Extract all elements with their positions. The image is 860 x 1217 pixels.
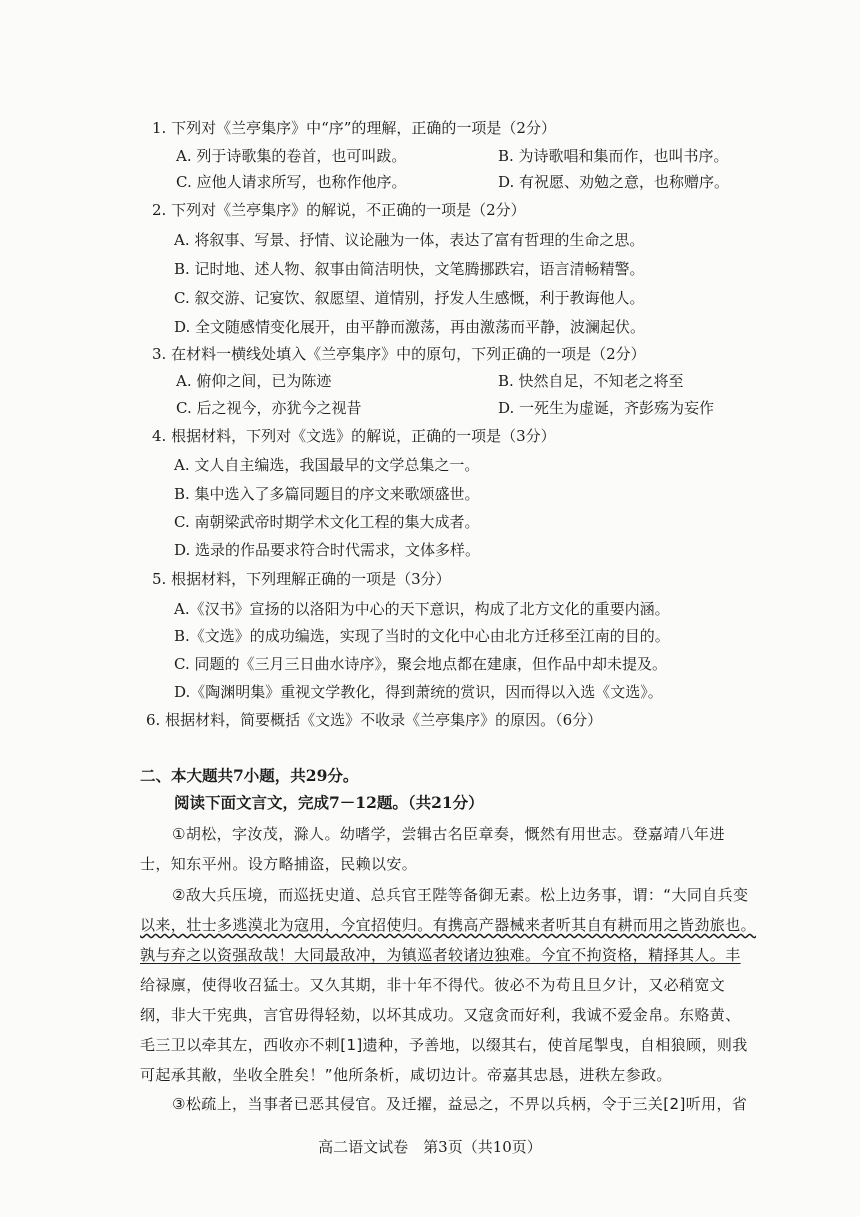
passage-paragraph-1-line-2: 士，知东平州。设方略捕盗，民赖以安。 xyxy=(140,855,418,873)
question-5-option-b: B.《文选》的成功编选，实现了当时的文化中心由北方迁移至江南的目的。 xyxy=(174,627,670,645)
passage-paragraph-2-line-7: 可起承其敝，坐收全胜矣！”他所条析，咸切边计。帝嘉其忠恳，进秩左参政。 xyxy=(140,1066,672,1084)
question-5-option-c: C. 同题的《三月三日曲水诗序》，聚会地点都在建康，但作品中却未提及。 xyxy=(174,655,667,673)
question-3-option-c: C. 后之视今，亦犹今之视昔 xyxy=(176,399,362,417)
question-3-option-a: A. 俯仰之间，已为陈迹 xyxy=(176,372,332,390)
question-1-stem: 1. 下列对《兰亭集序》中“序”的理解，正确的一项是（2分） xyxy=(152,119,556,137)
question-3-stem: 3. 在材料一横线处填入《兰亭集序》中的原句，下列正确的一项是（2分） xyxy=(152,345,646,363)
question-4-option-b: B. 集中选入了多篇同题目的序文来歌颂盛世。 xyxy=(174,485,480,503)
question-5-option-d: D.《陶渊明集》重视文学教化，得到萧统的赏识，因而得以入选《文选》。 xyxy=(174,683,663,701)
question-2-option-a: A. 将叙事、写景、抒情、议论融为一体，表达了富有哲理的生命之思。 xyxy=(174,231,645,249)
passage-paragraph-3-line-1: ③松疏上，当事者已恶其侵官。及迁擢，益忌之，不畀以兵柄，令于三关[2]听用，省 xyxy=(172,1095,748,1113)
passage-paragraph-2-line-1: ②敌大兵压境，而巡抚史道、总兵官王陛等备御无素。松上边务事，谓：“大同自兵变 xyxy=(172,886,749,904)
question-1-option-a: A. 列于诗歌集的卷首，也可叫跋。 xyxy=(176,147,407,165)
question-4-option-a: A. 文人自主编选，我国最早的文学总集之一。 xyxy=(174,456,480,474)
question-1-option-b: B. 为诗歌唱和集而作，也叫书序。 xyxy=(498,147,729,165)
passage-paragraph-2-line-4: 给禄廪，使得收召猛士。又久其期，非十年不得代。彼必不为苟且旦夕计，又必稍宽文 xyxy=(140,976,726,994)
section-2-heading: 二、本大题共7小题，共29分。 xyxy=(140,766,359,785)
question-3-option-d: D. 一死生为虚诞，齐彭殇为妄作 xyxy=(498,399,715,417)
question-2-stem: 2. 下列对《兰亭集序》的解说，不正确的一项是（2分） xyxy=(152,201,526,219)
question-4-option-c: C. 南朝梁武帝时期学术文化工程的集大成者。 xyxy=(174,513,480,531)
question-4-stem: 4. 根据材料，下列对《文选》的解说，正确的一项是（3分） xyxy=(152,427,556,445)
question-2-option-c: C. 叙交游、记宴饮、叙愿望、道情别，抒发人生感慨，利于教诲他人。 xyxy=(174,289,645,307)
passage-paragraph-1-line-1: ①胡松，字汝茂，滁人。幼嗜学，尝辑古名臣章奏，慨然有用世志。登嘉靖八年进 xyxy=(172,825,725,843)
passage-paragraph-2-line-6: 毛三卫以牵其左，西收亦不剌[1]遗种，予善地，以缀其右，使首尾掣曳，自相狼顾，则我 xyxy=(140,1036,748,1054)
passage-paragraph-2-line-2: 以来，壮士多逃漠北为寇用，今宜招使归。有携高产器械来者听其自有耕而用之皆劲旅也。 xyxy=(140,916,757,934)
question-6-stem: 6. 根据材料，简要概括《文选》不收录《兰亭集序》的原因。（6分） xyxy=(146,711,603,729)
question-4-option-d: D. 选录的作品要求符合时代需求，文体多样。 xyxy=(174,541,481,559)
question-5-option-a: A.《汉书》宣扬的以洛阳为中心的天下意识，构成了北方文化的重要内涵。 xyxy=(174,600,670,618)
question-2-option-b: B. 记时地、述人物、叙事由简洁明快，文笔腾挪跌宕，语言清畅精警。 xyxy=(174,260,645,278)
passage-paragraph-2-line-5: 纲，非大干宪典，言官毋得轻劾，以坏其成功。又寇贪而好利，我诚不爱金帛。东赂黄、 xyxy=(140,1006,741,1024)
question-5-stem: 5. 根据材料，下列理解正确的一项是（3分） xyxy=(152,570,451,588)
question-2-option-d: D. 全文随感情变化展开，由平静而激荡，再由激荡而平静，波澜起伏。 xyxy=(174,318,646,336)
question-1-option-c: C. 应他人请求所写，也称作他序。 xyxy=(176,173,407,191)
question-1-option-d: D. 有祝愿、劝勉之意，也称赠序。 xyxy=(498,173,730,191)
section-2-instruction: 阅读下面文言文，完成7－12题。（共21分） xyxy=(174,793,484,812)
page-footer: 高二语文试卷 第3页（共10页） xyxy=(318,1138,542,1156)
question-3-option-b: B. 快然自足，不知老之将至 xyxy=(498,372,684,390)
passage-paragraph-2-line-3: 孰与弃之以资强敌哉！大同最敌冲，为镇巡者较诸边独难。今宜不拘资格，精择其人。丰 xyxy=(140,946,741,964)
